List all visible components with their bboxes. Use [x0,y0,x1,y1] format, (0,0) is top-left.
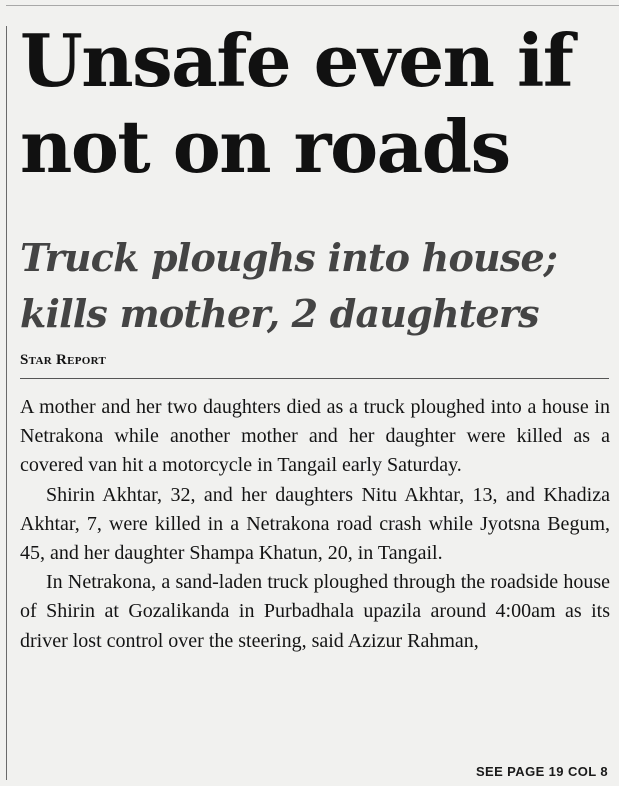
subheadline: Truck ploughs into house; kills mother, 2 daughters [20,235,558,336]
headline: Unsafe even if not on roads [20,18,573,189]
paragraph: Shirin Akhtar, 32, and her daughters Nitu Akhtar, 13, and Khadiza Akhtar, 7, were killed in a Netrakona road crash while Jyotsna Begum, 45, and her daughter Shampa Khatun, 20, in Tangail. [20,483,610,565]
paragraph: In Netrakona, a sand-laden truck ploughed through the roadside house of Shirin at Gozalikanda in Purbadhala upazila around 4:00am as its driver lost control over the steering, said Azizur Rahman, [20,571,610,652]
top-border [6,5,619,6]
paragraph: A mother and her two daughters died as a truck ploughed into a house in Netrakona while another mother and her daughter were killed as a covered van hit a motorcycle in Tangail early Saturday. [20,396,610,477]
continuation-note: SEE PAGE 19 COL 8 [475,764,608,779]
article-body [20,393,610,656]
column-rule [6,26,7,780]
byline: Star Report [20,352,107,368]
byline-divider [20,378,609,379]
